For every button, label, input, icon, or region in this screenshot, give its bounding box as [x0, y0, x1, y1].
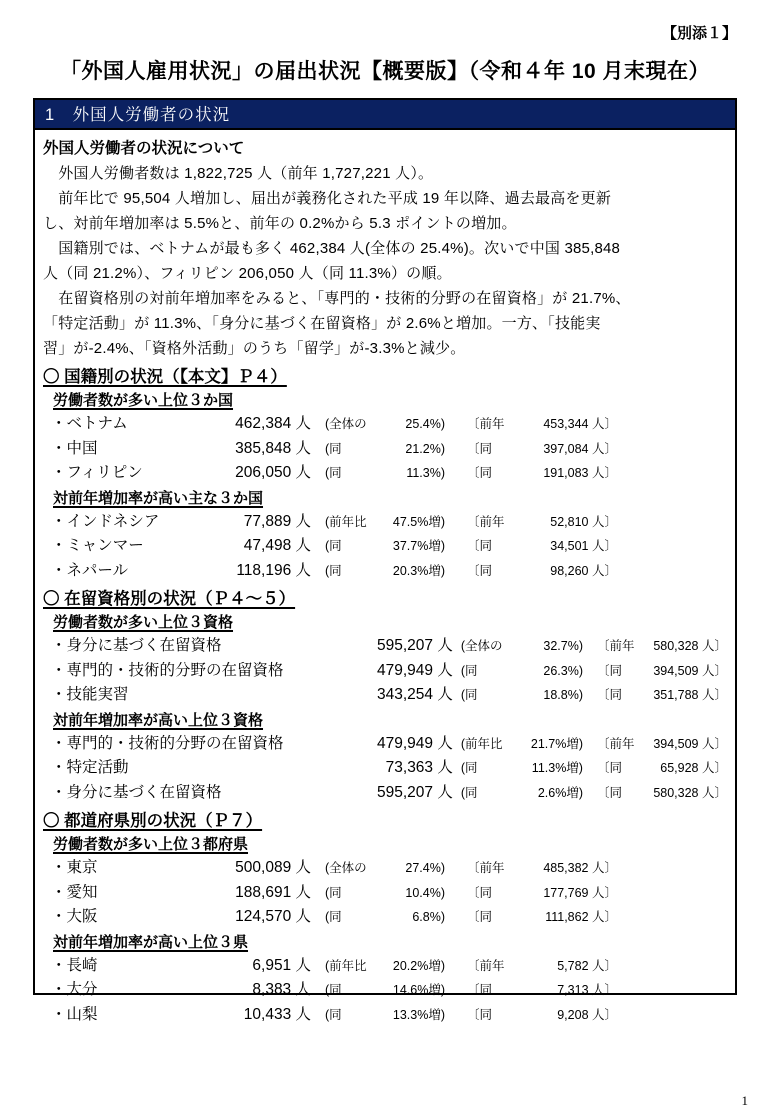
share-value: 25.4%) [405, 417, 445, 431]
section-nationality [43, 367, 727, 583]
prev-value: 397,084 人〕 [543, 441, 617, 456]
row-count: 595,207 人 [377, 783, 453, 801]
stat-row [51, 1003, 727, 1028]
share-prefix: (同 [325, 563, 342, 578]
row-count: 6,951 人 [252, 956, 311, 974]
stat-row [51, 756, 727, 781]
row-prev-year [467, 559, 617, 584]
share-value: 47.5%増) [392, 514, 445, 529]
row-prev-year [467, 905, 617, 930]
share-prefix: (全体の [325, 861, 367, 875]
row-share [461, 659, 583, 684]
row-label: ・インドネシア [51, 512, 160, 530]
section-prefecture [43, 811, 727, 1027]
row-share [325, 954, 445, 979]
row-prev-year [467, 978, 617, 1003]
row-prev-year [597, 683, 727, 708]
stat-row [51, 954, 727, 979]
share-prefix: (同 [325, 466, 342, 480]
share-value: 14.6%増) [392, 983, 445, 997]
row-label: ・中国 [51, 439, 98, 457]
prev-prefix: 〔前年 [596, 639, 635, 653]
share-value: 37.7%増) [392, 539, 445, 553]
row-prev-year [467, 856, 617, 881]
prev-prefix: 〔同 [467, 910, 493, 924]
row-label: ・愛知 [51, 883, 98, 901]
prev-value: 191,083 人〕 [543, 466, 617, 480]
row-share [461, 732, 583, 757]
share-prefix: (同 [460, 761, 478, 775]
row-prev-year [467, 881, 617, 906]
prev-value: 52,810 人〕 [550, 514, 617, 529]
section-heading: 〇 国籍別の状況（【本文】Ｐ４） [43, 368, 287, 386]
prev-value: 5,782 人〕 [557, 958, 617, 973]
row-share [325, 534, 445, 559]
row-share [461, 781, 583, 806]
share-value: 10.4%) [405, 885, 445, 900]
row-share [325, 461, 445, 486]
row-share [461, 634, 583, 659]
share-prefix: (同 [325, 910, 342, 924]
content-box [33, 98, 737, 1023]
row-count: 188,691 人 [235, 883, 311, 901]
prev-prefix: 〔同 [596, 761, 622, 775]
row-count: 77,889 人 [243, 512, 311, 530]
row-label: ・東京 [51, 859, 98, 876]
row-prev-year [597, 781, 727, 806]
intro-text-line: 人（同 21.2%）、フィリピン 206,050 人（同 11.3%）の順。 [43, 265, 452, 282]
section-heading: 〇 都道府県別の状況（Ｐ７） [43, 812, 263, 830]
row-label: ・長崎 [51, 956, 98, 974]
share-prefix: (同 [325, 539, 342, 553]
share-prefix: (前年比 [325, 958, 367, 973]
row-prev-year [467, 437, 617, 462]
page-title: 「外国人雇用状況」の届出状況【概要版】（令和４年 10 月末現在） [59, 60, 711, 83]
row-label: ・特定活動 [51, 759, 129, 776]
page-number: 1 [741, 1093, 748, 1108]
share-value: 32.7%) [543, 639, 583, 653]
row-share [325, 510, 445, 535]
share-prefix: (同 [325, 983, 342, 997]
row-label: ・ミャンマー [51, 537, 144, 554]
row-share [325, 1003, 445, 1028]
share-prefix: (全体の [460, 639, 503, 653]
row-prev-year [467, 954, 617, 979]
prev-value: 394,509 人〕 [653, 663, 727, 678]
stat-row [51, 634, 727, 659]
prev-prefix: 〔同 [596, 663, 622, 678]
share-prefix: (同 [325, 885, 342, 900]
share-value: 13.3%増) [392, 1007, 445, 1022]
row-share [325, 881, 445, 906]
row-prev-year [467, 510, 617, 535]
row-share [325, 905, 445, 930]
stat-row [51, 881, 727, 906]
prev-value: 34,501 人〕 [550, 539, 617, 553]
intro-text-line: 前年比で 95,504 人増加し、届出が義務化された平成 19 年以降、過去最高を更新 [43, 190, 612, 207]
row-count: 118,196 人 [236, 561, 311, 579]
row-prev-year [467, 412, 617, 437]
intro-text-line: 外国人労働者数は 1,822,725 人（前年 1,727,221 人）。 [43, 165, 434, 182]
row-share [325, 978, 445, 1003]
row-label: ・ネパール [51, 561, 129, 579]
row-label: ・山梨 [51, 1005, 98, 1023]
row-prev-year [467, 534, 617, 559]
prev-value: 351,788 人〕 [653, 688, 727, 702]
subsection-heading: 対前年増加率が高い主な３か国 [53, 489, 264, 507]
prev-prefix: 〔同 [467, 466, 493, 480]
prev-value: 9,208 人〕 [557, 1007, 617, 1022]
share-prefix: (前年比 [325, 514, 367, 529]
prev-value: 394,509 人〕 [653, 736, 727, 751]
prev-prefix: 〔前年 [467, 417, 505, 431]
share-prefix: (同 [325, 1007, 342, 1022]
row-share [461, 683, 583, 708]
share-value: 20.2%増) [392, 958, 445, 973]
intro-heading: 外国人労働者の状況について [43, 140, 245, 157]
content-area [35, 130, 735, 1027]
share-value: 20.3%増) [392, 563, 445, 578]
row-label: ・身分に基づく在留資格 [51, 783, 222, 801]
prev-prefix: 〔同 [467, 1007, 493, 1022]
subsection-heading: 対前年増加率が高い上位３資格 [53, 711, 264, 729]
prev-prefix: 〔同 [467, 563, 493, 578]
prev-value: 453,344 人〕 [543, 417, 617, 431]
row-count: 462,384 人 [235, 415, 311, 432]
prev-prefix: 〔前年 [467, 958, 505, 973]
prev-prefix: 〔前年 [467, 861, 505, 875]
stat-row [51, 856, 727, 881]
section-1-header-bar: 1 外国人労働者の状況 [35, 100, 735, 130]
share-value: 26.3%) [543, 663, 583, 678]
intro-text-line: 国籍別では、ベトナムが最も多く 462,384 人(全体の 25.4%)。次いで中国 385,848 [43, 240, 621, 257]
prev-prefix: 〔同 [467, 441, 493, 456]
prev-value: 580,328 人〕 [653, 639, 727, 653]
share-prefix: (同 [460, 785, 478, 800]
prev-value: 98,260 人〕 [550, 563, 617, 578]
subsection-heading: 労働者数が多い上位３都府県 [53, 836, 249, 853]
share-value: 2.6%増) [537, 785, 583, 800]
share-prefix: (同 [460, 688, 478, 702]
share-value: 6.8%) [412, 910, 445, 924]
stat-row [51, 412, 727, 437]
row-share [325, 412, 445, 437]
prev-prefix: 〔前年 [467, 514, 505, 529]
row-prev-year [597, 756, 727, 781]
share-prefix: (同 [460, 663, 478, 678]
attachment-tag: 【別添１】 [661, 25, 737, 42]
prev-value: 177,769 人〕 [543, 885, 617, 900]
row-count: 479,949 人 [377, 661, 453, 679]
row-label: ・身分に基づく在留資格 [51, 637, 222, 654]
section-residence-status [43, 589, 727, 805]
prev-prefix: 〔同 [467, 983, 493, 997]
prev-prefix: 〔同 [596, 785, 622, 800]
subsection-heading: 労働者数が多い上位３か国 [53, 392, 234, 409]
row-prev-year [597, 659, 727, 684]
prev-value: 580,328 人〕 [653, 785, 727, 800]
prev-value: 485,382 人〕 [543, 861, 617, 875]
prev-value: 111,862 人〕 [545, 910, 617, 924]
row-share [325, 437, 445, 462]
stat-row [51, 683, 727, 708]
row-label: ・大阪 [51, 908, 98, 925]
row-label: ・専門的・技術的分野の在留資格 [51, 661, 284, 679]
stat-row [51, 732, 727, 757]
stat-row [51, 978, 727, 1003]
share-prefix: (前年比 [460, 736, 503, 751]
prev-prefix: 〔前年 [596, 736, 635, 751]
row-count: 595,207 人 [377, 637, 453, 654]
share-value: 18.8%) [543, 688, 583, 702]
row-count: 385,848 人 [235, 439, 311, 457]
row-share [325, 559, 445, 584]
row-label: ・フィリピン [51, 464, 143, 481]
row-count: 206,050 人 [235, 464, 311, 481]
intro-text-line: し、対前年増加率は 5.5%と、前年の 0.2%から 5.3 ポイントの増加。 [43, 215, 517, 232]
prev-value: 65,928 人〕 [660, 761, 727, 775]
share-value: 21.2%) [405, 441, 445, 456]
stat-row [51, 559, 727, 584]
stat-row [51, 659, 727, 684]
row-count: 124,570 人 [235, 908, 311, 925]
share-value: 21.7%増) [530, 736, 583, 751]
stat-row [51, 905, 727, 930]
row-label: ・技能実習 [51, 686, 129, 703]
row-count: 10,433 人 [243, 1005, 311, 1023]
share-value: 11.3%増) [531, 761, 583, 775]
row-prev-year [597, 634, 727, 659]
row-count: 343,254 人 [377, 686, 453, 703]
prev-prefix: 〔同 [467, 539, 493, 553]
intro-text-line: 習」が-2.4%、「資格外活動」のうち「留学」が-3.3%と減少。 [43, 340, 466, 357]
subsection-heading: 対前年増加率が高い上位３県 [53, 933, 249, 951]
intro-text-line: 「特定活動」が 11.3%、「身分に基づく在留資格」が 2.6%と増加。一方、「技能実 [43, 315, 601, 332]
stat-row [51, 437, 727, 462]
row-count: 500,089 人 [235, 859, 311, 876]
stat-row [51, 534, 727, 559]
row-count: 8,383 人 [252, 981, 311, 998]
section-heading: 〇 在留資格別の状況（Ｐ４～５） [43, 590, 296, 608]
share-value: 27.4%) [405, 861, 445, 875]
subsection-heading: 労働者数が多い上位３資格 [53, 614, 234, 631]
row-count: 73,363 人 [385, 759, 453, 776]
stat-row [51, 781, 727, 806]
share-value: 11.3%) [406, 466, 445, 480]
row-count: 479,949 人 [377, 734, 453, 752]
prev-value: 7,313 人〕 [557, 983, 617, 997]
row-prev-year [467, 1003, 617, 1028]
row-label: ・大分 [51, 981, 98, 998]
share-prefix: (同 [325, 441, 342, 456]
stat-row [51, 510, 727, 535]
prev-prefix: 〔同 [467, 885, 493, 900]
row-prev-year [597, 732, 727, 757]
stat-row [51, 461, 727, 486]
row-label: ・ベトナム [51, 415, 128, 432]
row-share [461, 756, 583, 781]
row-prev-year [467, 461, 617, 486]
row-count: 47,498 人 [243, 537, 311, 554]
intro-text-line: 在留資格別の対前年増加率をみると、「専門的・技術的分野の在留資格」が 21.7%、 [43, 290, 631, 307]
prev-prefix: 〔同 [596, 688, 622, 702]
row-label: ・専門的・技術的分野の在留資格 [51, 734, 284, 752]
row-share [325, 856, 445, 881]
share-prefix: (全体の [325, 417, 367, 431]
